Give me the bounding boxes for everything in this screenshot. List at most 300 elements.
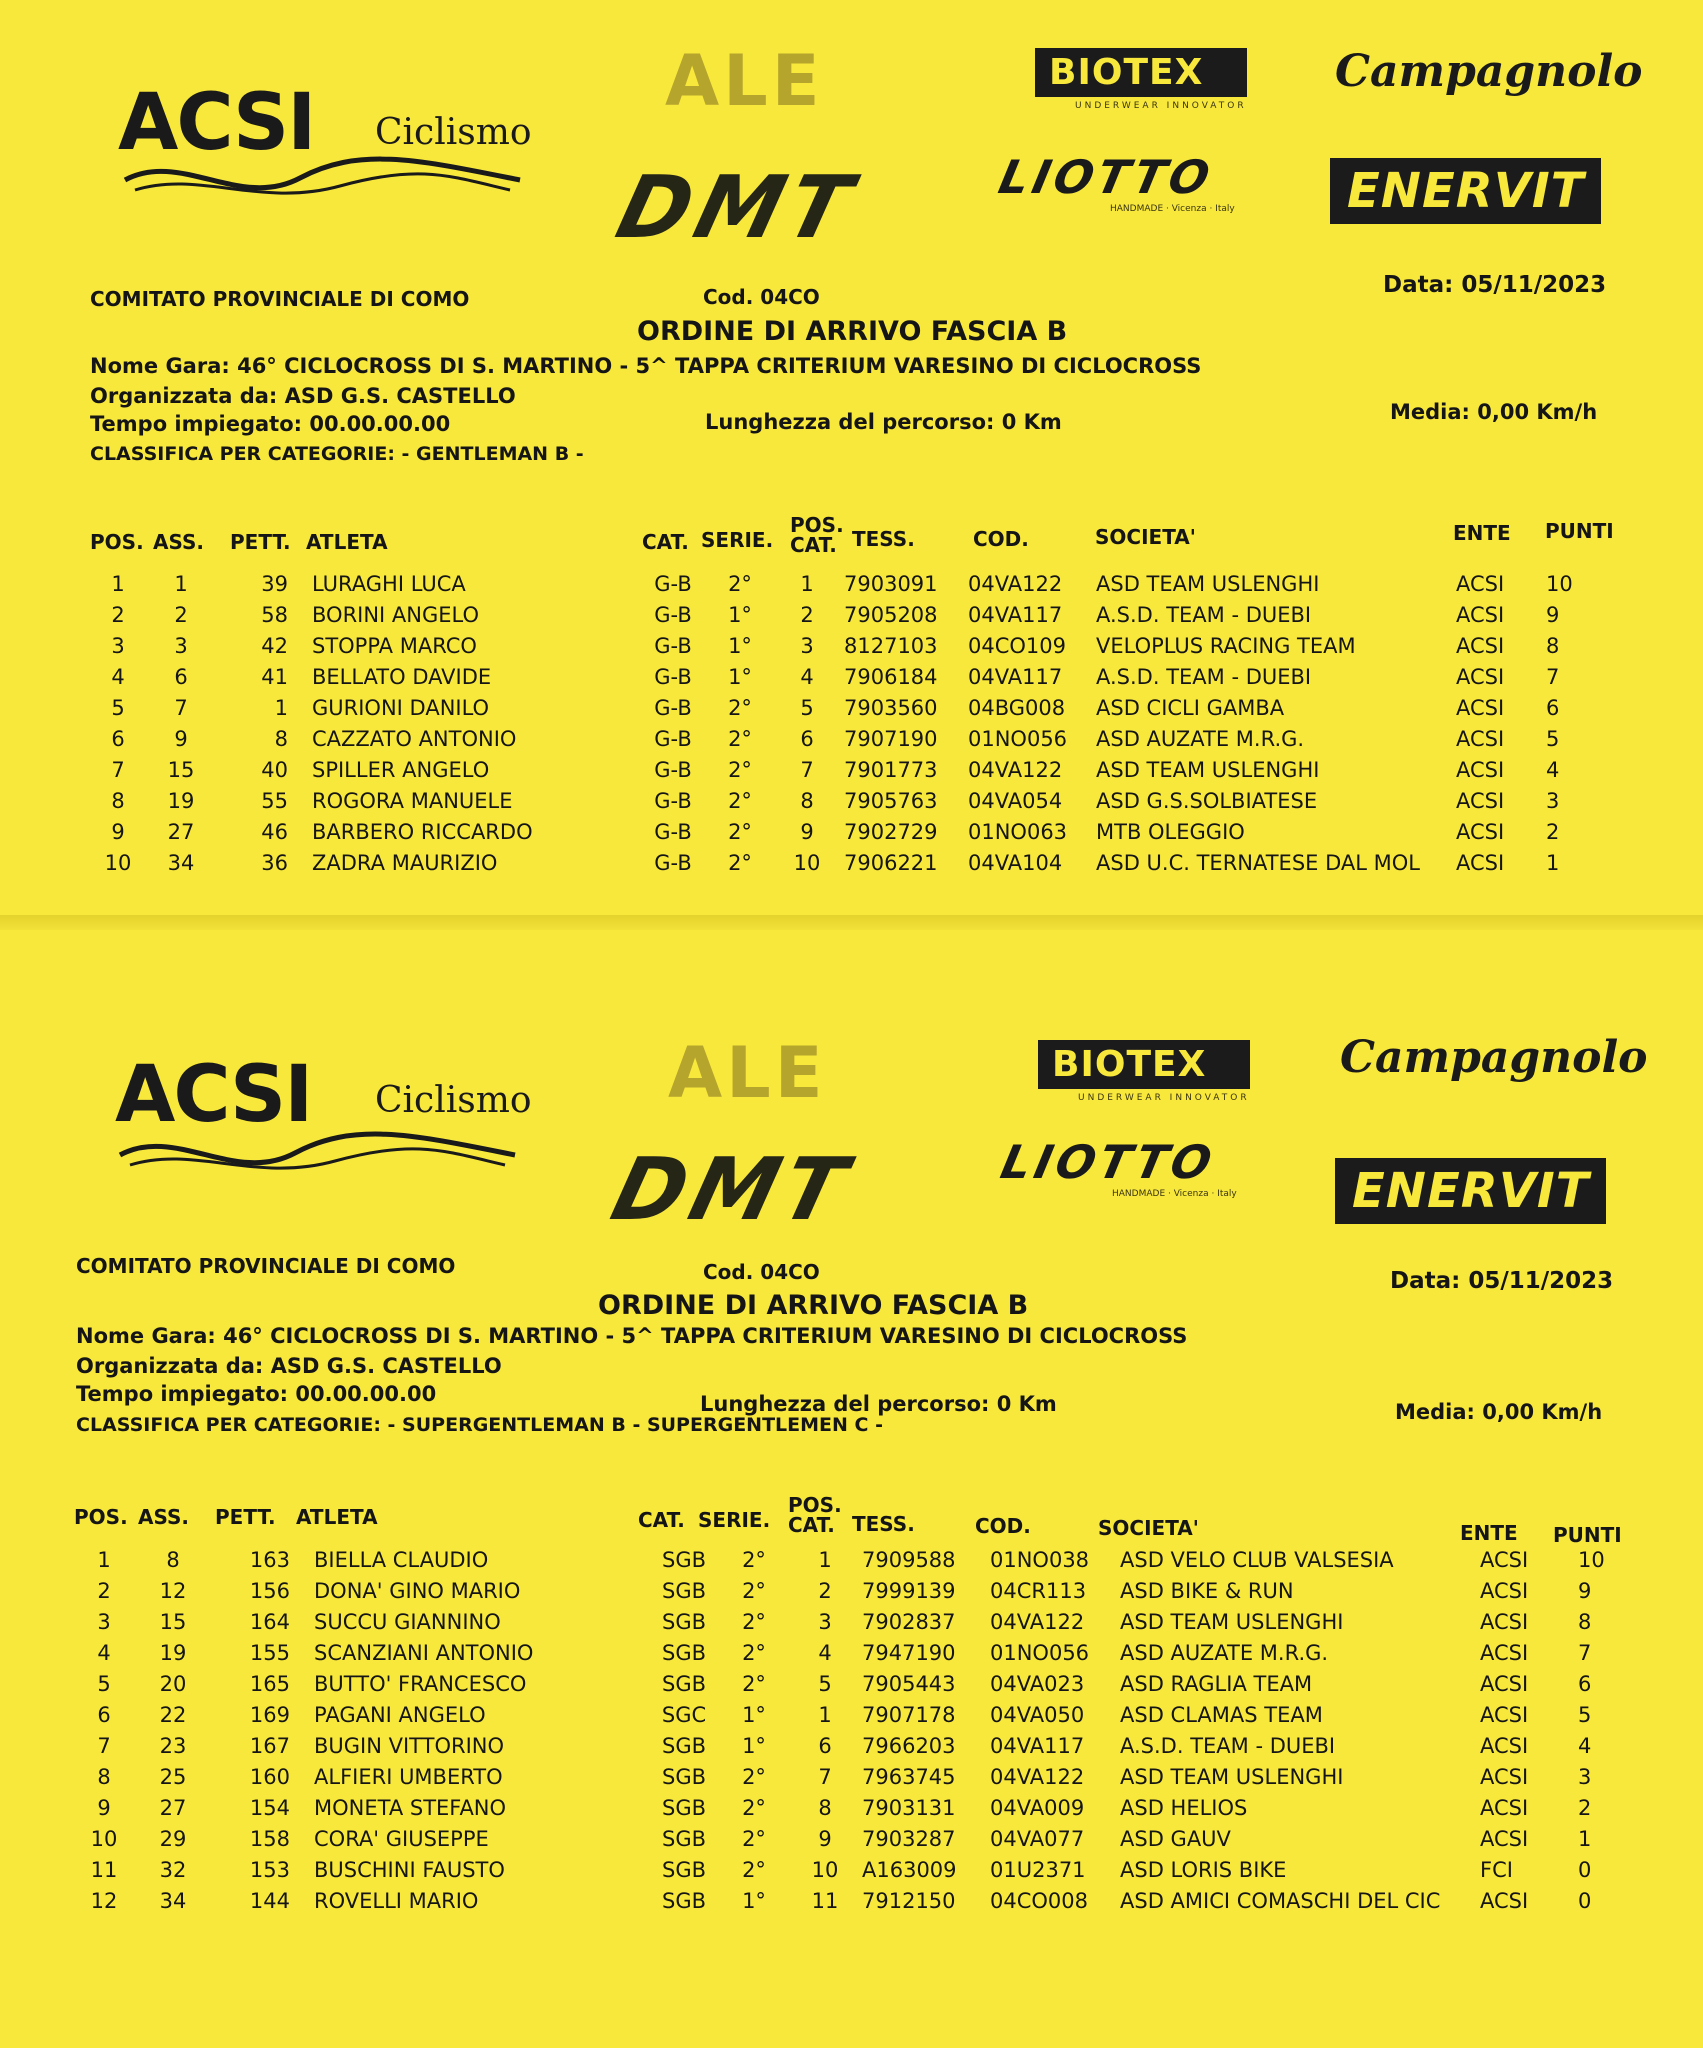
cell-cod: 04VA122 — [968, 757, 1063, 782]
results-table — [88, 568, 1606, 878]
cell-serie: 2° — [742, 1795, 766, 1820]
cell-pos-cat: 7 — [800, 757, 814, 782]
cell-atleta: STOPPA MARCO — [312, 633, 477, 658]
report-title: ORDINE DI ARRIVO FASCIA B — [637, 316, 1068, 347]
cell-cod: 01NO056 — [968, 726, 1068, 751]
cell-ass: 6 — [174, 664, 188, 689]
cell-ass: 19 — [159, 1640, 187, 1665]
cell-pos-cat: 3 — [818, 1609, 832, 1634]
cell-serie: 2° — [742, 1857, 766, 1882]
cell-ente: ACSI — [1456, 850, 1505, 875]
cell-tess: 7906221 — [844, 850, 938, 875]
cell-societa: ASD VELO CLUB VALSESIA — [1120, 1547, 1394, 1572]
cell-tess: 7906184 — [844, 664, 938, 689]
table-row — [72, 1761, 1638, 1792]
cell-pos: 7 — [97, 1733, 111, 1758]
cell-tess: 7902837 — [862, 1609, 956, 1634]
cell-pos: 1 — [111, 571, 125, 596]
cell-atleta: ALFIERI UMBERTO — [314, 1764, 503, 1789]
cell-pos: 2 — [97, 1578, 111, 1603]
cell-serie: 2° — [728, 726, 752, 751]
cell-tess: 7999139 — [862, 1578, 956, 1603]
cell-pett: 160 — [249, 1764, 290, 1789]
cell-serie: 2° — [728, 788, 752, 813]
col-header-ass: ASS. — [138, 1505, 189, 1529]
cell-cat: G-B — [654, 664, 692, 689]
col-header-cat: CAT. — [642, 530, 689, 554]
cell-pos: 1 — [97, 1547, 111, 1572]
cell-pos-cat: 9 — [800, 819, 814, 844]
average-speed: Media: 0,00 Km/h — [1390, 400, 1598, 424]
cell-cod: 04VA077 — [990, 1826, 1085, 1851]
biotex-logo: BIOTEX UNDERWEAR INNOVATOR — [1035, 48, 1247, 111]
cell-atleta: BUTTO' FRANCESCO — [314, 1671, 527, 1696]
cell-tess: 7902729 — [844, 819, 938, 844]
cell-cod: 04CR113 — [990, 1578, 1087, 1603]
cell-ass: 34 — [159, 1888, 187, 1913]
col-header-societa: SOCIETA' — [1095, 525, 1196, 549]
cell-punti: 10 — [1546, 571, 1573, 596]
table-row — [88, 661, 1606, 692]
ale-logo: ALE — [668, 1032, 827, 1114]
cell-atleta: DONA' GINO MARIO — [314, 1578, 521, 1603]
cell-serie: 2° — [728, 571, 752, 596]
cell-pos: 5 — [111, 695, 125, 720]
enervit-logo: ENERVIT — [1330, 158, 1601, 224]
cell-pos: 4 — [111, 664, 125, 689]
cell-societa: ASD TEAM USLENGHI — [1096, 571, 1320, 596]
cell-punti: 5 — [1546, 726, 1560, 751]
cell-atleta: BORINI ANGELO — [312, 602, 480, 627]
cell-serie: 1° — [742, 1733, 766, 1758]
col-header-serie: SERIE. — [701, 528, 774, 552]
cell-punti: 0 — [1578, 1857, 1592, 1882]
cell-pos: 6 — [111, 726, 125, 751]
cell-punti: 1 — [1578, 1826, 1592, 1851]
cell-atleta: GURIONI DANILO — [312, 695, 490, 720]
col-header-pett: PETT. — [230, 530, 291, 554]
cell-ente: ACSI — [1480, 1671, 1529, 1696]
col-header-pos-cat: POS. CAT. — [790, 513, 844, 557]
cell-cod: 01NO063 — [968, 819, 1068, 844]
data-label: Data: 05/11/2023 — [1390, 1268, 1614, 1294]
cell-pos: 6 — [97, 1702, 111, 1727]
cell-societa: A.S.D. TEAM - DUEBI — [1096, 664, 1312, 689]
col-header-ente: ENTE — [1460, 1521, 1518, 1545]
cell-tess: 7963745 — [862, 1764, 956, 1789]
cell-cat: SGB — [661, 1547, 706, 1572]
acsi-logo: ACSI — [115, 1050, 312, 1140]
cell-pett: 154 — [249, 1795, 290, 1820]
cell-pett: 42 — [261, 633, 288, 658]
col-header-punti: PUNTI — [1545, 519, 1614, 543]
cell-serie: 2° — [742, 1671, 766, 1696]
cell-pett: 58 — [261, 602, 288, 627]
cell-atleta: BELLATO DAVIDE — [312, 664, 492, 689]
cell-tess: 7905763 — [844, 788, 938, 813]
cell-cat: SGC — [661, 1702, 707, 1727]
cell-atleta: CAZZATO ANTONIO — [312, 726, 517, 751]
cell-ente: ACSI — [1480, 1547, 1529, 1572]
cell-pos: 3 — [111, 633, 125, 658]
cell-punti: 1 — [1546, 850, 1560, 875]
cell-pos: 9 — [97, 1795, 111, 1820]
col-header-pos: POS. — [74, 1505, 128, 1529]
table-row — [88, 599, 1606, 630]
cell-pett: 1 — [274, 695, 288, 720]
cell-cod: 04BG008 — [968, 695, 1066, 720]
cod-label: Cod. 04CO — [703, 285, 820, 309]
table-row — [72, 1544, 1638, 1575]
cell-cod: 04CO109 — [968, 633, 1066, 658]
cell-ente: ACSI — [1456, 664, 1505, 689]
cell-cod: 04VA122 — [990, 1764, 1085, 1789]
table-row — [88, 723, 1606, 754]
cell-tess: 7966203 — [862, 1733, 956, 1758]
col-header-atleta: ATLETA — [306, 530, 388, 554]
cell-pos-cat: 7 — [818, 1764, 832, 1789]
cell-ass: 3 — [174, 633, 188, 658]
cell-ente: ACSI — [1480, 1609, 1529, 1634]
cell-ente: ACSI — [1456, 726, 1505, 751]
cell-pos-cat: 8 — [818, 1795, 832, 1820]
cell-atleta: PAGANI ANGELO — [314, 1702, 486, 1727]
cell-societa: ASD AUZATE M.R.G. — [1096, 726, 1305, 751]
cell-ass: 29 — [159, 1826, 187, 1851]
cell-serie: 2° — [742, 1547, 766, 1572]
cell-pos: 2 — [111, 602, 125, 627]
cell-cat: SGB — [661, 1578, 706, 1603]
liotto-logo: LIOTTO HANDMADE · Vicenza · Italy — [994, 150, 1235, 214]
table-row — [88, 847, 1606, 878]
cell-cat: G-B — [654, 602, 692, 627]
cell-ente: ACSI — [1456, 571, 1505, 596]
cell-punti: 7 — [1546, 664, 1560, 689]
cell-serie: 2° — [742, 1578, 766, 1603]
cell-ass: 27 — [167, 819, 195, 844]
cell-pett: 39 — [261, 571, 288, 596]
cell-cat: G-B — [654, 633, 692, 658]
biotex-logo: BIOTEX UNDERWEAR INNOVATOR — [1038, 1040, 1250, 1103]
cell-pos-cat: 2 — [818, 1578, 832, 1603]
cell-ass: 2 — [174, 602, 188, 627]
col-header-tess: TESS. — [852, 527, 915, 551]
table-row — [72, 1792, 1638, 1823]
table-row — [88, 630, 1606, 661]
cell-punti: 10 — [1578, 1547, 1605, 1572]
cell-ass: 7 — [174, 695, 188, 720]
cell-cod: 04VA054 — [968, 788, 1063, 813]
cell-serie: 2° — [742, 1764, 766, 1789]
cell-punti: 8 — [1578, 1609, 1592, 1634]
cell-tess: 7903287 — [862, 1826, 956, 1851]
cell-atleta: SPILLER ANGELO — [312, 757, 490, 782]
table-row — [72, 1668, 1638, 1699]
cell-pett: 46 — [261, 819, 288, 844]
cell-ass: 9 — [174, 726, 188, 751]
cell-pos-cat: 6 — [818, 1733, 832, 1758]
cell-pos: 4 — [97, 1640, 111, 1665]
table-row — [72, 1730, 1638, 1761]
cell-ass: 19 — [167, 788, 195, 813]
col-header-pett: PETT. — [215, 1505, 276, 1529]
cell-pos-cat: 8 — [800, 788, 814, 813]
cell-atleta: ROGORA MANUELE — [312, 788, 513, 813]
cell-serie: 1° — [742, 1702, 766, 1727]
cell-ente: ACSI — [1456, 602, 1505, 627]
liotto-logo: LIOTTO HANDMADE · Vicenza · Italy — [996, 1135, 1237, 1199]
cell-pett: 40 — [261, 757, 288, 782]
cell-ente: ACSI — [1480, 1578, 1529, 1603]
cell-pos: 10 — [90, 1826, 118, 1851]
cell-cat: G-B — [654, 695, 692, 720]
results-sheet-supergentleman — [0, 930, 1703, 2048]
comitato-label: COMITATO PROVINCIALE DI COMO — [90, 287, 470, 311]
cell-ass: 15 — [167, 757, 195, 782]
cell-cod: 04VA104 — [968, 850, 1063, 875]
cell-punti: 4 — [1546, 757, 1560, 782]
col-header-punti: PUNTI — [1553, 1523, 1622, 1547]
cell-punti: 4 — [1578, 1733, 1592, 1758]
acsi-swoosh-icon — [120, 150, 530, 210]
cell-ente: FCI — [1480, 1857, 1513, 1882]
col-header-cod: COD. — [973, 527, 1029, 551]
time-used: Tempo impiegato: 00.00.00.00 — [76, 1382, 437, 1406]
cell-cat: G-B — [654, 726, 692, 751]
cell-cat: G-B — [654, 571, 692, 596]
cell-pos-cat: 10 — [811, 1857, 839, 1882]
cell-pos-cat: 1 — [818, 1547, 832, 1572]
table-row — [72, 1606, 1638, 1637]
cell-punti: 2 — [1578, 1795, 1592, 1820]
cell-punti: 5 — [1578, 1702, 1592, 1727]
cell-cod: 04VA122 — [968, 571, 1063, 596]
cell-tess: 8127103 — [844, 633, 938, 658]
cell-atleta: BUSCHINI FAUSTO — [314, 1857, 505, 1882]
cell-tess: A163009 — [862, 1857, 957, 1882]
cell-cod: 01NO056 — [990, 1640, 1090, 1665]
cell-tess: 7903091 — [844, 571, 938, 596]
cell-pett: 155 — [249, 1640, 290, 1665]
average-speed: Media: 0,00 Km/h — [1395, 1400, 1603, 1424]
cell-cat: SGB — [661, 1609, 706, 1634]
cell-cod: 04VA023 — [990, 1671, 1085, 1696]
table-row — [88, 816, 1606, 847]
cell-serie: 1° — [728, 664, 752, 689]
col-header-tess: TESS. — [852, 1512, 915, 1536]
col-header-societa: SOCIETA' — [1098, 1516, 1199, 1540]
cell-pos-cat: 1 — [800, 571, 814, 596]
table-row — [72, 1699, 1638, 1730]
cell-pos: 5 — [97, 1671, 111, 1696]
cell-ente: ACSI — [1480, 1640, 1529, 1665]
cell-tess: 7905443 — [862, 1671, 956, 1696]
cell-ass: 23 — [159, 1733, 187, 1758]
cell-cod: 01U2371 — [990, 1857, 1086, 1882]
cell-cat: G-B — [654, 819, 692, 844]
table-row — [72, 1823, 1638, 1854]
ale-logo: ALE — [665, 40, 824, 122]
cell-atleta: MONETA STEFANO — [314, 1795, 507, 1820]
cell-pos: 9 — [111, 819, 125, 844]
cell-serie: 2° — [742, 1826, 766, 1851]
cell-tess: 7947190 — [862, 1640, 956, 1665]
cell-pos-cat: 1 — [818, 1702, 832, 1727]
cell-cod: 04VA122 — [990, 1609, 1085, 1634]
cell-ass: 25 — [159, 1764, 187, 1789]
cell-pos: 3 — [97, 1609, 111, 1634]
cell-atleta: BUGIN VITTORINO — [314, 1733, 505, 1758]
col-header-cat: CAT. — [638, 1508, 685, 1532]
cell-cod: 04VA117 — [968, 664, 1063, 689]
cell-atleta: ZADRA MAURIZIO — [312, 850, 498, 875]
results-table — [72, 1544, 1638, 1916]
cell-tess: 7909588 — [862, 1547, 956, 1572]
cell-serie: 2° — [728, 850, 752, 875]
cell-atleta: CORA' GIUSEPPE — [314, 1826, 489, 1851]
cell-pos-cat: 5 — [818, 1671, 832, 1696]
cell-pos: 7 — [111, 757, 125, 782]
cell-ente: ACSI — [1480, 1733, 1529, 1758]
cell-pett: 55 — [261, 788, 288, 813]
acsi-swoosh-icon — [115, 1125, 525, 1185]
dmt-logo: DMT — [602, 1140, 862, 1240]
table-row — [72, 1885, 1638, 1916]
cell-pett: 41 — [261, 664, 288, 689]
cell-cat: SGB — [661, 1733, 706, 1758]
cell-pett: 165 — [249, 1671, 290, 1696]
dmt-logo: DMT — [607, 158, 867, 258]
cell-societa: ASD TEAM USLENGHI — [1096, 757, 1320, 782]
cell-cod: 04VA117 — [990, 1733, 1085, 1758]
cell-serie: 2° — [742, 1609, 766, 1634]
cell-pett: 163 — [249, 1547, 290, 1572]
cell-pos-cat: 9 — [818, 1826, 832, 1851]
cell-pos-cat: 4 — [800, 664, 814, 689]
cell-ass: 1 — [174, 571, 188, 596]
cell-societa: ASD AMICI COMASCHI DEL CIC — [1120, 1888, 1441, 1913]
cell-ente: ACSI — [1456, 633, 1505, 658]
cell-serie: 1° — [728, 602, 752, 627]
cell-atleta: BIELLA CLAUDIO — [314, 1547, 489, 1572]
category-classification: CLASSIFICA PER CATEGORIE: - SUPERGENTLEMAN B - SUPERGENTLEMEN C - — [76, 1414, 883, 1436]
col-header-ente: ENTE — [1453, 521, 1511, 545]
cell-ass: 34 — [167, 850, 195, 875]
cell-societa: A.S.D. TEAM - DUEBI — [1096, 602, 1312, 627]
cell-ass: 27 — [159, 1795, 187, 1820]
category-classification: CLASSIFICA PER CATEGORIE: - GENTLEMAN B - — [90, 443, 584, 465]
results-sheet-gentleman-b — [0, 0, 1703, 915]
cell-ass: 32 — [159, 1857, 187, 1882]
table-row — [72, 1854, 1638, 1885]
col-header-cod: COD. — [975, 1514, 1031, 1538]
race-name: Nome Gara: 46° CICLOCROSS DI S. MARTINO - 5^ TAPPA CRITERIUM VARESINO DI CICLOCROSS — [90, 354, 1202, 378]
cell-tess: 7912150 — [862, 1888, 956, 1913]
cell-punti: 6 — [1578, 1671, 1592, 1696]
cell-cod: 01NO038 — [990, 1547, 1090, 1572]
cell-serie: 2° — [742, 1640, 766, 1665]
cell-serie: 2° — [728, 695, 752, 720]
comitato-label: COMITATO PROVINCIALE DI COMO — [76, 1254, 456, 1278]
cell-ente: ACSI — [1480, 1702, 1529, 1727]
table-row — [88, 785, 1606, 816]
cell-tess: 7901773 — [844, 757, 938, 782]
course-length: Lunghezza del percorso: 0 Km — [705, 410, 1062, 434]
cell-cat: G-B — [654, 850, 692, 875]
cell-ente: ACSI — [1480, 1764, 1529, 1789]
report-title: ORDINE DI ARRIVO FASCIA B — [598, 1290, 1029, 1321]
cell-ente: ACSI — [1456, 788, 1505, 813]
cell-ass: 12 — [159, 1578, 187, 1603]
cell-societa: ASD TEAM USLENGHI — [1120, 1764, 1344, 1789]
cell-cod: 04VA050 — [990, 1702, 1085, 1727]
cell-atleta: BARBERO RICCARDO — [312, 819, 533, 844]
cell-societa: ASD CLAMAS TEAM — [1120, 1702, 1323, 1727]
cell-pos: 8 — [97, 1764, 111, 1789]
cell-societa: ASD TEAM USLENGHI — [1120, 1609, 1344, 1634]
cell-serie: 1° — [728, 633, 752, 658]
ciclismo-logo-text: Ciclismo — [375, 1080, 532, 1121]
table-row — [88, 568, 1606, 599]
cell-tess: 7907178 — [862, 1702, 956, 1727]
cell-pett: 153 — [249, 1857, 290, 1882]
cell-pett: 169 — [249, 1702, 290, 1727]
cell-serie: 2° — [728, 819, 752, 844]
cell-punti: 8 — [1546, 633, 1560, 658]
cell-atleta: ROVELLI MARIO — [314, 1888, 479, 1913]
cell-ass: 22 — [159, 1702, 187, 1727]
cell-cat: G-B — [654, 788, 692, 813]
cell-societa: A.S.D. TEAM - DUEBI — [1120, 1733, 1336, 1758]
cell-punti: 7 — [1578, 1640, 1592, 1665]
cell-ente: ACSI — [1456, 757, 1505, 782]
cell-cat: SGB — [661, 1640, 706, 1665]
cell-societa: ASD U.C. TERNATESE DAL MOL — [1096, 850, 1420, 875]
cell-cat: G-B — [654, 757, 692, 782]
cell-pos-cat: 5 — [800, 695, 814, 720]
cell-pos-cat: 11 — [811, 1888, 839, 1913]
cell-pos-cat: 2 — [800, 602, 814, 627]
cell-cat: SGB — [661, 1795, 706, 1820]
col-header-ass: ASS. — [153, 530, 204, 554]
cell-ente: ACSI — [1480, 1888, 1529, 1913]
col-header-serie: SERIE. — [698, 1508, 771, 1532]
organizer: Organizzata da: ASD G.S. CASTELLO — [76, 1354, 502, 1378]
cell-ente: ACSI — [1480, 1826, 1529, 1851]
cod-label: Cod. 04CO — [703, 1260, 820, 1284]
cell-atleta: LURAGHI LUCA — [312, 571, 466, 596]
cell-pett: 144 — [249, 1888, 290, 1913]
acsi-logo: ACSI — [118, 78, 315, 168]
cell-punti: 3 — [1546, 788, 1560, 813]
table-row — [88, 754, 1606, 785]
cell-pett: 158 — [249, 1826, 290, 1851]
cell-societa: ASD AUZATE M.R.G. — [1120, 1640, 1329, 1665]
course-length: Lunghezza del percorso: 0 Km — [700, 1392, 1057, 1416]
cell-punti: 0 — [1578, 1888, 1592, 1913]
enervit-logo: ENERVIT — [1335, 1158, 1606, 1224]
table-row — [88, 692, 1606, 723]
cell-societa: ASD CICLI GAMBA — [1096, 695, 1285, 720]
cell-pett: 36 — [261, 850, 288, 875]
ciclismo-logo-text: Ciclismo — [375, 112, 532, 153]
cell-pos: 8 — [111, 788, 125, 813]
cell-punti: 2 — [1546, 819, 1560, 844]
cell-societa: ASD BIKE & RUN — [1120, 1578, 1294, 1603]
cell-atleta: SUCCU GIANNINO — [314, 1609, 501, 1634]
cell-cat: SGB — [661, 1888, 706, 1913]
cell-pos: 10 — [104, 850, 132, 875]
